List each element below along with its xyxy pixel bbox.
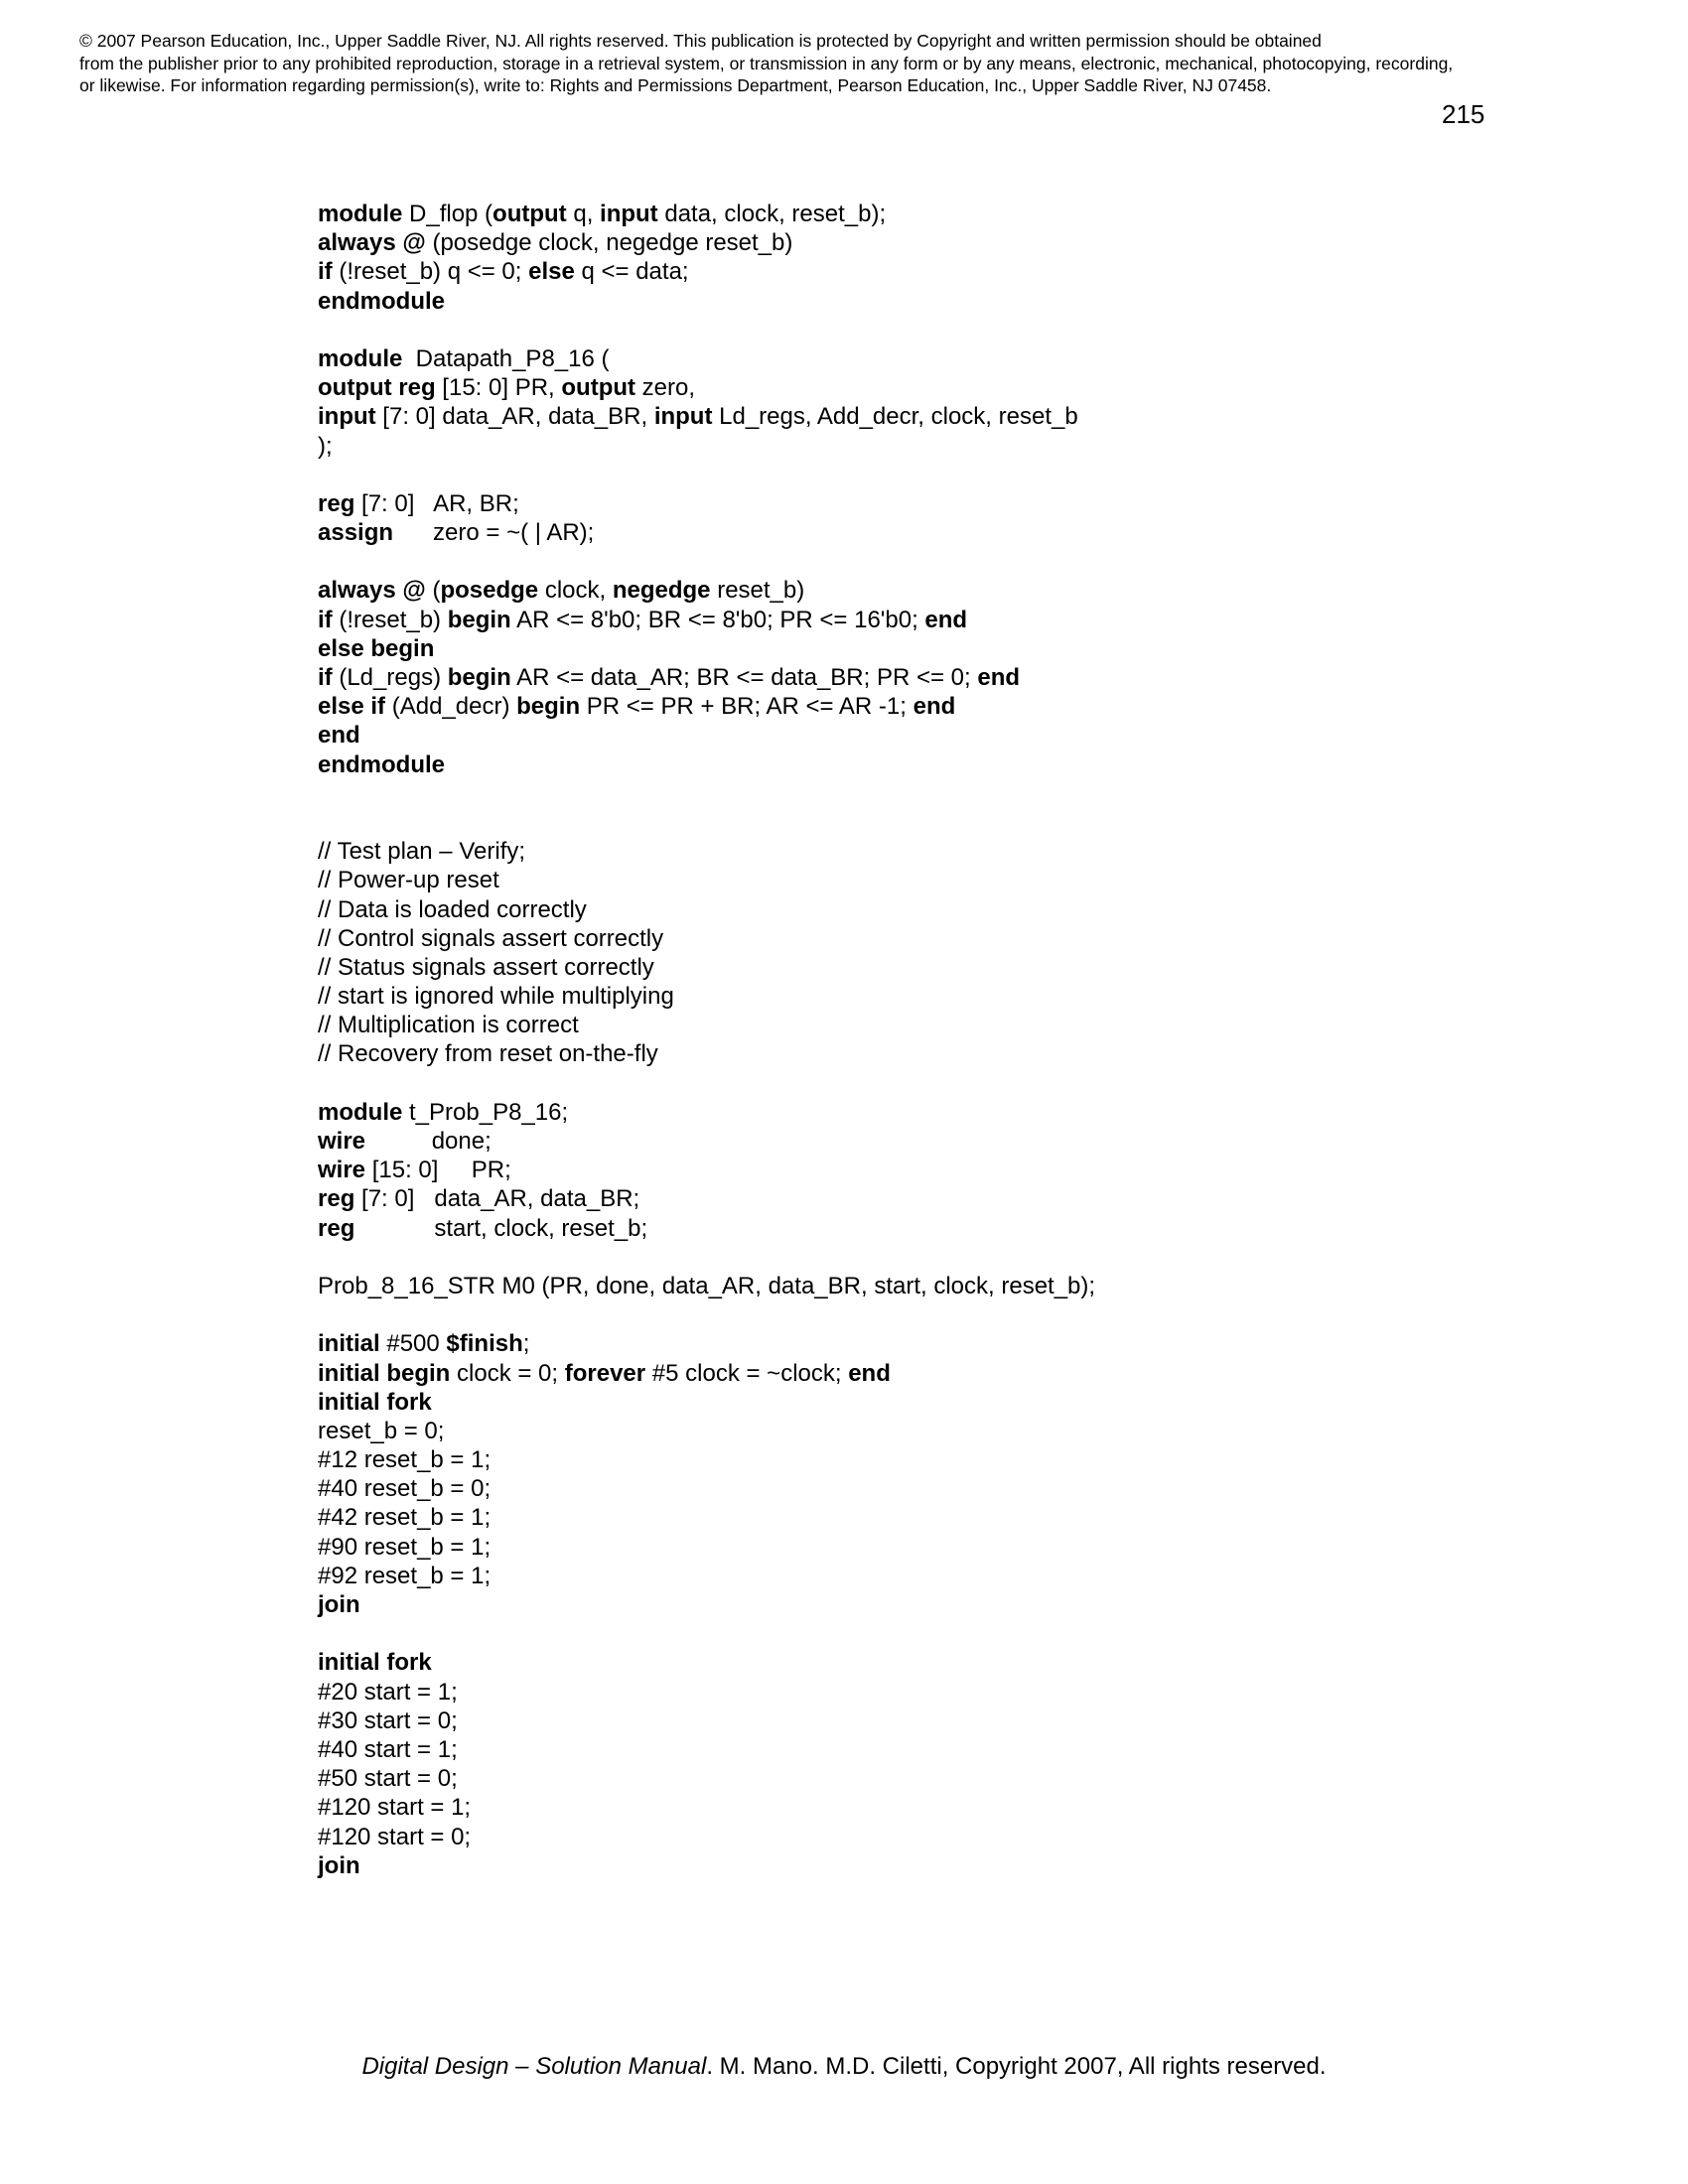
code-text: // Multiplication is correct <box>318 1012 579 1039</box>
code-keyword: module <box>318 344 403 372</box>
code-text: AR <= data_AR; BR <= data_BR; PR <= 0; <box>510 664 978 691</box>
code-text: t_Prob_P8_16; <box>402 1098 569 1126</box>
code-text: q <= data; <box>574 258 689 286</box>
code-keyword: if <box>318 606 333 633</box>
code-text: #20 start = 1; <box>318 1678 458 1706</box>
code-line <box>318 837 1509 866</box>
code-line <box>318 1039 1509 1068</box>
code-line <box>318 1823 1509 1851</box>
code-line <box>318 1793 1509 1822</box>
code-text: ( <box>425 577 441 605</box>
code-keyword: output <box>492 201 567 227</box>
code-line <box>318 228 1509 257</box>
code-keyword: reg <box>318 489 355 517</box>
code-text: #120 start = 0; <box>318 1823 472 1850</box>
code-text: q, <box>566 201 601 227</box>
code-keyword: always @ <box>318 577 426 605</box>
code-keyword: negedge <box>612 577 711 605</box>
code-text: // Power-up reset <box>318 867 499 894</box>
code-line <box>318 432 1509 461</box>
code-keyword: forever <box>564 1359 646 1387</box>
code-keyword: if <box>318 258 333 286</box>
code-keyword: endmodule <box>318 751 446 778</box>
code-line <box>318 1503 1509 1532</box>
code-text: #50 start = 0; <box>318 1765 458 1793</box>
code-line <box>318 402 1509 431</box>
code-text: Prob_8_16_STR M0 (PR, done, data_AR, data_BR, start, clock, reset_b); <box>318 1272 1096 1299</box>
code-line <box>318 1445 1509 1474</box>
test-plan-comments <box>318 837 1509 1069</box>
code-line <box>318 692 1509 721</box>
code-keyword: reg <box>318 1214 355 1242</box>
code-keyword: begin <box>447 606 511 633</box>
code-keyword: else begin <box>318 634 435 662</box>
code-text: clock = 0; <box>450 1359 565 1387</box>
code-keyword: initial fork <box>318 1649 432 1677</box>
code-line <box>318 1590 1509 1619</box>
blank-line <box>318 461 1509 489</box>
code-line <box>318 634 1509 663</box>
code-line <box>318 751 1509 779</box>
blank-line <box>318 1069 1509 1098</box>
code-line <box>318 1648 1509 1677</box>
code-text: reset_b = 0; <box>318 1417 445 1444</box>
code-text: (Add_decr) <box>385 693 517 721</box>
code-text: #40 reset_b = 0; <box>318 1475 492 1503</box>
code-line <box>318 287 1509 316</box>
code-text: #40 start = 1; <box>318 1735 458 1763</box>
code-keyword: else <box>528 258 575 286</box>
code-text: reset_b) <box>710 577 805 605</box>
code-line <box>318 576 1509 605</box>
dflop-module <box>318 200 1509 316</box>
code-text: ); <box>318 432 333 460</box>
code-keyword: $finish <box>446 1330 523 1358</box>
code-keyword: initial fork <box>318 1388 432 1416</box>
code-line <box>318 1329 1509 1358</box>
code-text: [7: 0] data_AR, data_BR, <box>375 403 654 431</box>
code-text: // Status signals assert correctly <box>318 953 654 981</box>
code-keyword: input <box>600 201 658 227</box>
code-keyword: module <box>318 1098 403 1126</box>
code-line <box>318 895 1509 924</box>
code-keyword: output reg <box>318 374 436 402</box>
code-text: // Data is loaded correctly <box>318 895 587 923</box>
code-text: [15: 0] PR, <box>435 374 562 402</box>
code-keyword: initial begin <box>318 1359 451 1387</box>
testbench-declarations <box>318 1098 1509 1243</box>
code-text: [15: 0] PR; <box>365 1157 511 1184</box>
code-keyword: wire <box>318 1157 366 1184</box>
code-keyword: posedge <box>440 577 539 605</box>
code-line <box>318 1388 1509 1417</box>
code-text: [7: 0] AR, BR; <box>354 489 519 517</box>
code-text: #90 reset_b = 1; <box>318 1533 492 1561</box>
code-keyword: assign <box>318 519 394 547</box>
code-text: #12 reset_b = 1; <box>318 1446 492 1474</box>
code-text: #120 start = 1; <box>318 1794 472 1822</box>
footer-book-title: Digital Design – Solution Manual <box>361 2053 707 2080</box>
copyright-line: or likewise. For information regarding permission(s), write to: Rights and Permissions Department, Pearson Education, Inc., Upper Saddle River, NJ 07458. <box>79 75 1272 95</box>
code-text: Ld_regs, Add_decr, clock, reset_b <box>712 403 1078 431</box>
code-keyword: reg <box>318 1185 355 1213</box>
code-keyword: end <box>848 1359 891 1387</box>
code-text: D_flop ( <box>402 201 493 227</box>
code-line <box>318 1735 1509 1764</box>
code-text: // Control signals assert correctly <box>318 924 664 952</box>
module-instance <box>318 1272 1509 1300</box>
code-keyword: if <box>318 664 333 691</box>
blank-line <box>318 1300 1509 1329</box>
code-text: Datapath_P8_16 ( <box>402 344 610 372</box>
blank-line <box>318 1619 1509 1648</box>
code-text: (!reset_b) q <= 0; <box>332 258 529 286</box>
code-line <box>318 1417 1509 1445</box>
code-line <box>318 1764 1509 1793</box>
code-line <box>318 373 1509 402</box>
code-text: (Ld_regs) <box>332 664 448 691</box>
code-line <box>318 1359 1509 1388</box>
datapath-always-block <box>318 576 1509 778</box>
code-text: zero, <box>635 374 696 402</box>
code-text: // Test plan – Verify; <box>318 838 526 866</box>
blank-line <box>318 1243 1509 1272</box>
code-line <box>318 1851 1509 1880</box>
code-line <box>318 1214 1509 1243</box>
code-keyword: output <box>561 374 635 402</box>
code-text: #92 reset_b = 1; <box>318 1562 492 1589</box>
code-text: done; <box>365 1128 492 1156</box>
code-text: #30 start = 0; <box>318 1706 458 1734</box>
code-text: // Recovery from reset on-the-fly <box>318 1040 658 1068</box>
code-text: PR <= PR + BR; AR <= AR -1; <box>580 693 914 721</box>
code-text: // start is ignored while multiplying <box>318 983 674 1011</box>
code-line <box>318 489 1509 518</box>
code-text: [7: 0] data_AR, data_BR; <box>354 1185 640 1213</box>
code-keyword: join <box>318 1591 360 1619</box>
code-keyword: end <box>924 606 968 633</box>
code-keyword: input <box>318 403 376 431</box>
code-text: ; <box>522 1330 530 1358</box>
code-line <box>318 1184 1509 1213</box>
start-fork-block <box>318 1648 1509 1880</box>
code-keyword: wire <box>318 1128 366 1156</box>
code-line <box>318 721 1509 750</box>
code-keyword: input <box>653 403 713 431</box>
code-keyword: endmodule <box>318 287 446 315</box>
code-line <box>318 924 1509 953</box>
code-line <box>318 1098 1509 1127</box>
blank-line <box>318 779 1509 837</box>
code-line <box>318 200 1509 228</box>
code-text: clock, <box>538 577 613 605</box>
code-line <box>318 663 1509 692</box>
code-line <box>318 866 1509 894</box>
code-text: #42 reset_b = 1; <box>318 1504 492 1532</box>
code-text: zero = ~( | AR); <box>393 519 595 547</box>
code-line <box>318 1562 1509 1590</box>
code-line <box>318 1533 1509 1562</box>
code-line <box>318 344 1509 373</box>
code-line <box>318 1678 1509 1706</box>
copyright-notice <box>79 30 1628 97</box>
initial-blocks <box>318 1329 1509 1619</box>
datapath-header <box>318 344 1509 461</box>
code-line <box>318 1706 1509 1735</box>
code-keyword: end <box>318 722 360 750</box>
blank-line <box>318 316 1509 344</box>
code-line <box>318 1272 1509 1300</box>
code-text: #5 clock = ~clock; <box>645 1359 849 1387</box>
code-text: (posedge clock, negedge reset_b) <box>425 229 793 257</box>
copyright-line: © 2007 Pearson Education, Inc., Upper Saddle River, NJ. All rights reserved. This publication is protected by Copyright and written permission should be obtained <box>79 31 1322 51</box>
blank-line <box>318 547 1509 576</box>
code-listing <box>318 200 1509 1880</box>
code-keyword: module <box>318 201 403 227</box>
code-keyword: always @ <box>318 229 426 257</box>
code-line <box>318 1011 1509 1039</box>
code-text: (!reset_b) <box>332 606 448 633</box>
code-line <box>318 257 1509 286</box>
code-text: data, clock, reset_b); <box>657 201 887 227</box>
code-line <box>318 518 1509 547</box>
datapath-declarations <box>318 489 1509 547</box>
code-text: #500 <box>379 1330 447 1358</box>
code-keyword: begin <box>516 693 581 721</box>
page-footer <box>0 2052 1688 2082</box>
code-keyword: end <box>977 664 1021 691</box>
code-keyword: end <box>913 693 956 721</box>
code-text: AR <= 8'b0; BR <= 8'b0; PR <= 16'b0; <box>510 606 925 633</box>
code-keyword: else if <box>318 693 386 721</box>
code-keyword: initial <box>318 1330 380 1358</box>
code-line <box>318 1474 1509 1503</box>
page-number: 215 <box>1442 99 1485 129</box>
code-line <box>318 982 1509 1011</box>
code-line <box>318 606 1509 634</box>
code-keyword: join <box>318 1851 360 1879</box>
code-keyword: begin <box>447 664 511 691</box>
code-text: start, clock, reset_b; <box>354 1214 648 1242</box>
code-line <box>318 1156 1509 1184</box>
code-line <box>318 953 1509 982</box>
footer-credits: . M. Mano. M.D. Ciletti, Copyright 2007, All rights reserved. <box>706 2053 1327 2080</box>
code-line <box>318 1127 1509 1156</box>
copyright-line: from the publisher prior to any prohibited reproduction, storage in a retrieval system, or transmission in any form or by any means, electronic, mechanical, photocopying, recording, <box>79 53 1454 73</box>
